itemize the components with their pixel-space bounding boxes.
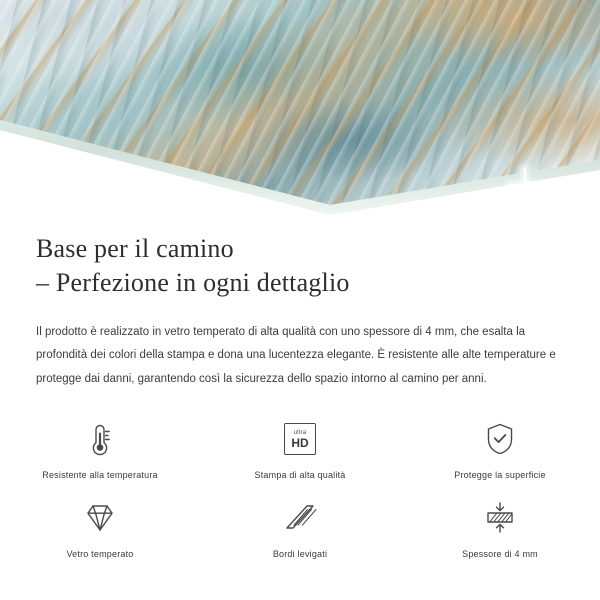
headline-line-2: – Perfezione in ogni dettaglio — [36, 268, 350, 298]
feature-item-tempered-glass — [0, 496, 200, 559]
diamond-icon — [81, 496, 119, 540]
feature-item-surface-protection — [400, 417, 600, 480]
feature-item-temperature — [0, 417, 200, 480]
product-description: Il prodotto è realizzato in vetro temperato di alta qualità con uno spessore di 4 mm, che esalta la profondità dei colori della stampa e dona una lucentezza elegante. È resistente alle alte temperature e protegge dai danni, garantendo così la sicurezza dello spazio intorno al camino per anni. — [36, 325, 556, 385]
sparkle-icon — [534, 186, 554, 206]
thermometer-icon — [83, 417, 117, 461]
feature-label: Bordi levigati — [272, 549, 328, 560]
polished-edges-icon — [281, 496, 319, 540]
feature-label: Resistente alla temperatura — [42, 470, 158, 481]
feature-label: Protegge la superficie — [454, 470, 546, 481]
ultra-hd-badge-top: ultra — [293, 429, 307, 436]
shield-check-icon — [482, 417, 518, 461]
glass-panel-artwork — [0, 0, 600, 205]
feature-label: Stampa di alta qualità — [254, 470, 346, 481]
thickness-icon — [481, 496, 519, 540]
headline-line-1: Base per il camino — [36, 234, 234, 263]
page-title — [36, 232, 566, 301]
feature-item-thickness — [400, 496, 600, 559]
ultra-hd-icon — [284, 417, 316, 461]
feature-label: Vetro temperato — [66, 549, 134, 560]
sparkle-icon — [492, 190, 506, 204]
feature-item-polished-edges — [200, 496, 400, 559]
feature-grid — [0, 417, 600, 559]
feature-item-print-quality — [200, 417, 400, 480]
ultra-hd-badge-main: HD — [291, 435, 309, 450]
hero-image — [0, 0, 600, 218]
feature-label: Spessore di 4 mm — [462, 549, 538, 560]
